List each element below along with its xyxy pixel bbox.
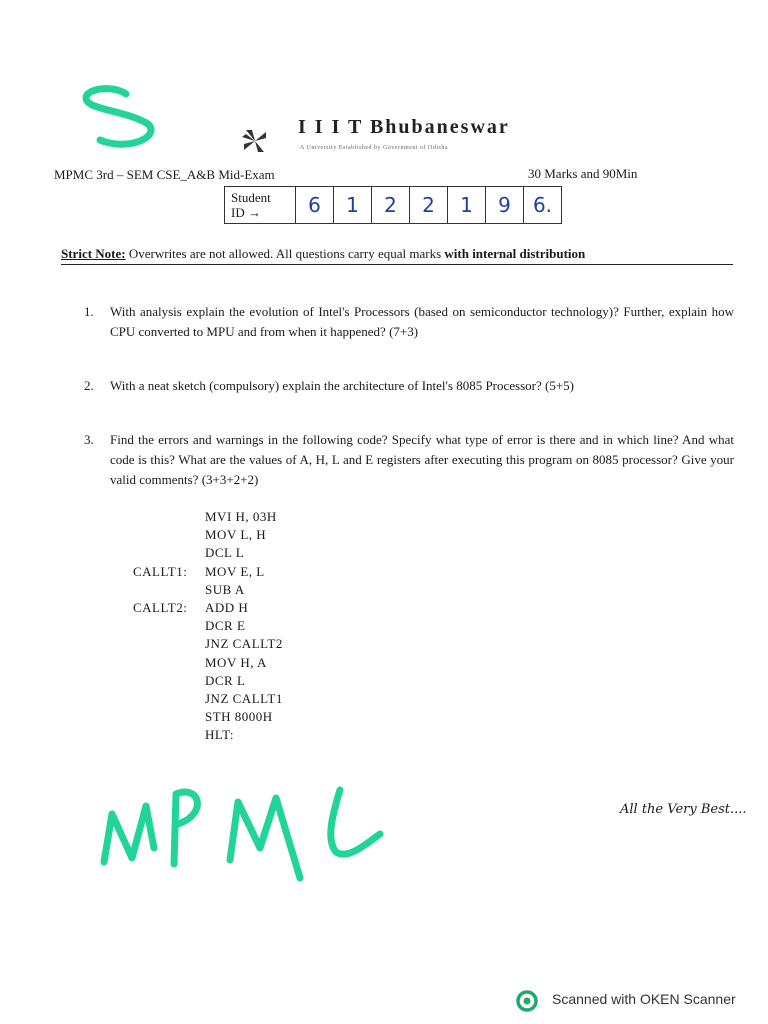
- code-label: [133, 508, 205, 526]
- student-id-digit: 6.: [524, 187, 562, 224]
- code-line: [133, 526, 283, 544]
- code-label: [133, 635, 205, 653]
- strict-note-emphasis: with internal distribution: [444, 246, 586, 261]
- code-label: CALLT1:: [133, 563, 188, 579]
- code-instruction: DCL L: [205, 545, 245, 561]
- pinwheel-logo-icon: [238, 126, 272, 156]
- student-id-digit: 1: [334, 187, 372, 224]
- code-label: [133, 526, 205, 544]
- note-divider: [61, 264, 733, 265]
- code-instruction: MOV L, H: [205, 527, 267, 543]
- marks-info: 30 Marks and 90Min: [528, 166, 638, 181]
- strict-note-label: Strict Note:: [61, 246, 126, 261]
- code-line: [133, 654, 283, 672]
- code-line: [133, 599, 283, 617]
- code-label: [133, 544, 205, 562]
- question-text: With analysis explain the evolution of Intel's Processors (based on semiconductor technology)? Further, explain how CPU converted to MPU and from when it happened? (7+3): [110, 304, 734, 339]
- code-instruction: MOV H, A: [205, 654, 267, 670]
- code-instruction: HLT:: [205, 727, 235, 743]
- code-label: [133, 690, 205, 708]
- oken-scanner-icon: [516, 990, 538, 1012]
- code-instruction: SUB A: [205, 581, 245, 597]
- code-label: [133, 617, 205, 635]
- strict-note-text: Overwrites are not allowed. All questions carry equal marks: [125, 246, 445, 261]
- code-instruction: MVI H, 03H: [205, 509, 277, 524]
- code-instruction: STH 8000H: [205, 709, 273, 725]
- code-label: CALLT2:: [133, 599, 188, 615]
- student-id-digit: 2: [372, 187, 410, 224]
- code-line: [133, 581, 283, 599]
- closing-wish: All the Very Best....: [620, 802, 747, 817]
- code-instruction: DCR L: [205, 672, 246, 688]
- question-number: 3.: [84, 432, 94, 447]
- code-line: [133, 563, 283, 581]
- code-instruction: MOV E, L: [205, 563, 265, 579]
- handwritten-s-mark: [70, 80, 170, 150]
- question-3: [84, 430, 734, 490]
- question-text: Find the errors and warnings in the following code? Specify what type of error is there and in which line? And what code is this? What are the values of A, H, L and E registers after executing this program on 8085 processor? Give your valid comments? (3+3+2+2): [110, 432, 734, 487]
- code-line: [133, 726, 283, 744]
- student-id-table: [224, 186, 562, 224]
- code-instruction: JNZ CALLT2: [205, 636, 283, 652]
- student-id-label: Student ID →: [225, 187, 296, 224]
- handwritten-mpmc-mark: [90, 780, 390, 900]
- question-number: 2.: [84, 378, 94, 393]
- code-instruction: ADD H: [205, 599, 249, 615]
- code-line: [133, 672, 283, 690]
- question-number: 1.: [84, 304, 94, 319]
- student-id-digit: 6: [296, 187, 334, 224]
- code-label: [133, 726, 205, 744]
- code-label: [133, 708, 205, 726]
- student-id-digit: 2: [410, 187, 448, 224]
- code-line: [133, 544, 283, 562]
- code-listing: [133, 508, 283, 744]
- exam-title: MPMC 3rd – SEM CSE_A&B Mid-Exam: [54, 167, 275, 182]
- code-instruction: DCR E: [205, 618, 246, 634]
- code-line: [133, 508, 283, 526]
- code-label: [133, 672, 205, 690]
- student-id-digit: 9: [486, 187, 524, 224]
- scanner-watermark: Scanned with OKEN Scanner: [552, 991, 736, 1007]
- code-label: [133, 654, 205, 672]
- code-line: [133, 690, 283, 708]
- strict-note: [61, 246, 585, 262]
- question-1: [84, 302, 734, 342]
- code-instruction: JNZ CALLT1: [205, 690, 283, 706]
- code-label: [133, 581, 205, 599]
- question-2: [84, 376, 734, 396]
- institute-tagline: A University Established by Government of Odisha: [300, 145, 448, 151]
- institute-name: I I I T Bhubaneswar: [298, 116, 510, 138]
- code-line: [133, 617, 283, 635]
- question-text: With a neat sketch (compulsory) explain the architecture of Intel's 8085 Processor? (5+5): [110, 378, 574, 393]
- code-line: [133, 708, 283, 726]
- student-id-digit: 1: [448, 187, 486, 224]
- code-line: [133, 635, 283, 653]
